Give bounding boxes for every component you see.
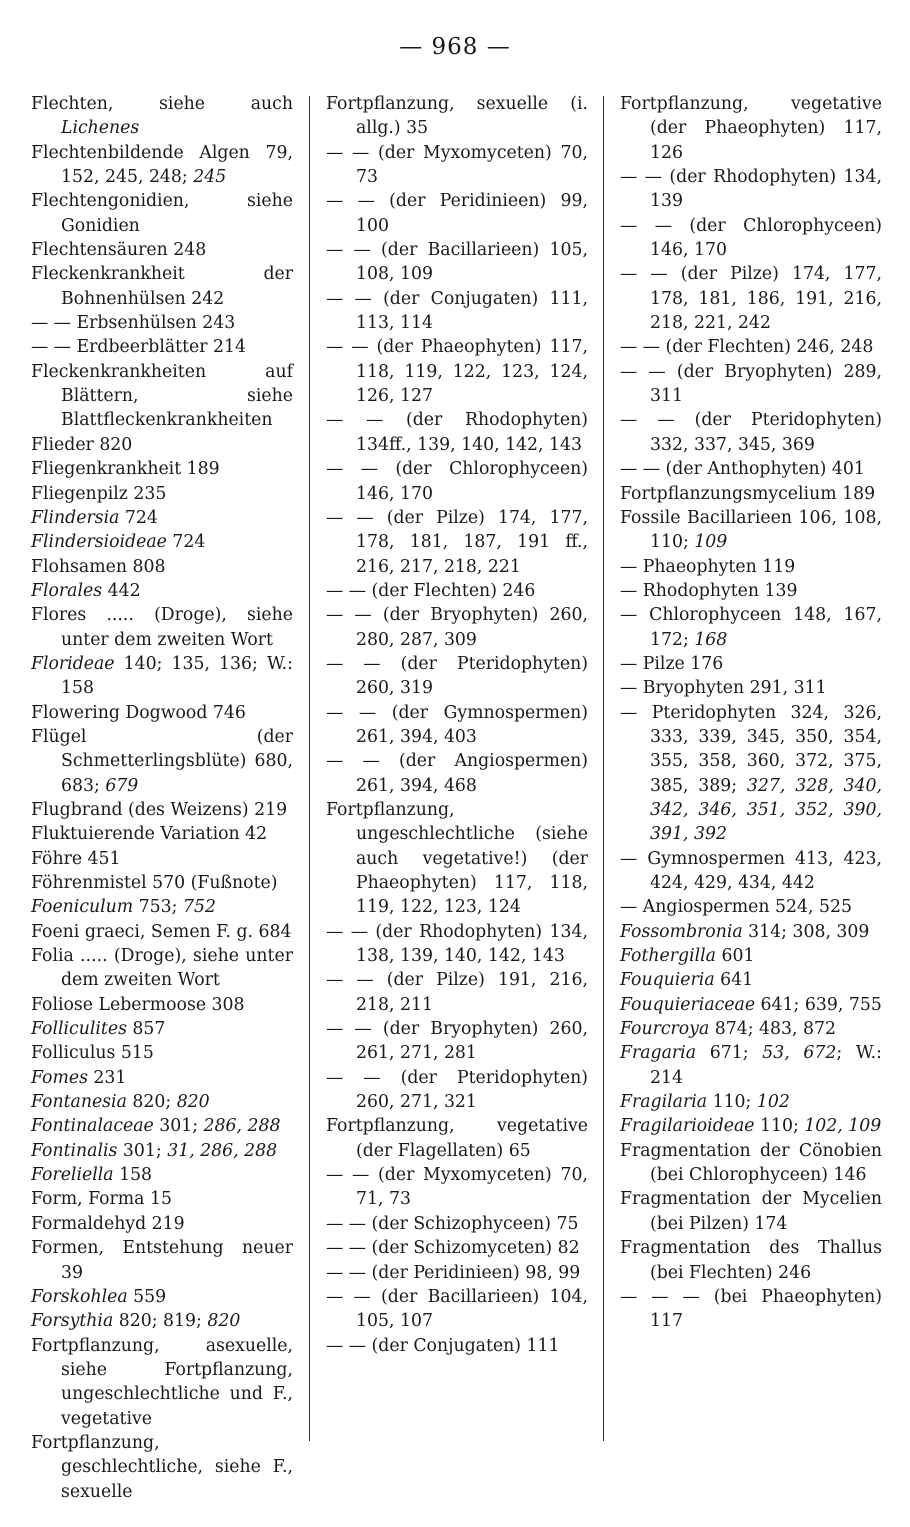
italic-text: Lichenes — [61, 118, 140, 139]
index-entry: Fortpflanzung, sexuelle (i. allg.) 35 — [326, 94, 588, 139]
italic-text: 245 — [193, 167, 227, 188]
index-entry: Fliegenpilz 235 — [31, 483, 167, 504]
index-entry: — — (der Rhodophyten) 134ff., 139, 140, 142, 143 — [326, 410, 588, 455]
index-entry: Flechtensäuren 248 — [31, 240, 207, 261]
index-entry: Fomes 231 — [31, 1067, 127, 1088]
column-rule-left — [309, 96, 310, 1441]
index-entry: Fouquieria 641 — [620, 970, 754, 991]
index-entry: — — (der Flechten) 246, 248 — [620, 337, 874, 358]
index-entry: Flindersioideae 724 — [31, 532, 206, 553]
index-entry: Foeniculum 753; 752 — [31, 897, 216, 918]
index-entry: Flohsamen 808 — [31, 556, 166, 577]
italic-text: Fomes — [31, 1067, 88, 1088]
italic-text: Fourcroya — [620, 1019, 710, 1040]
index-entry: — — (der Pteridophyten) 260, 271, 321 — [326, 1067, 588, 1113]
italic-text: 820 — [207, 1311, 241, 1332]
italic-text: Flindersia — [31, 507, 120, 528]
index-entry: — — (der Chlorophyceen) 146, 170 — [620, 215, 882, 261]
index-entry: Fragilaria 110; 102 — [620, 1092, 790, 1113]
index-entry: Fortpflanzung, vegetative (der Phaeophyten) 117, 126 — [620, 94, 882, 163]
index-column-2 — [326, 92, 588, 1358]
index-entry: Fontinalis 301; 31, 286, 288 — [31, 1140, 278, 1161]
index-entry: Forsythia 820; 819; 820 — [31, 1311, 241, 1332]
index-entry: Foeni graeci, Semen F. g. 684 — [31, 921, 292, 942]
italic-text: Foeniculum — [31, 897, 134, 918]
italic-text: Fouquieria — [620, 970, 715, 991]
index-entry: Fortpflanzung, vegetative (der Flagellaten) 65 — [326, 1116, 588, 1161]
index-entry: Flores ..... (Droge), siehe unter dem zweiten Wort — [31, 605, 293, 650]
index-entry: Folliculites 857 — [31, 1019, 166, 1040]
index-entry: — — (der Myxomyceten) 70, 73 — [326, 142, 588, 188]
index-entry: Fouquieriaceae 641; 639, 755 — [620, 994, 882, 1015]
index-entry: Fragaria 671; 53, 672; W.: 214 — [620, 1043, 882, 1088]
index-entry: Flindersia 724 — [31, 507, 158, 528]
index-entry: — Bryophyten 291, 311 — [620, 678, 827, 699]
index-entry: Fliegenkrankheit 189 — [31, 459, 220, 480]
italic-text: Fossombronia — [620, 921, 743, 942]
index-entry: Florales 442 — [31, 580, 141, 601]
index-entry: — — (der Bryophyten) 260, 280, 287, 309 — [326, 605, 588, 650]
index-entry: Föhre 451 — [31, 848, 121, 869]
index-entry: — — (der Myxomyceten) 70, 71, 73 — [326, 1165, 588, 1210]
index-entry: Foliose Lebermoose 308 — [31, 994, 245, 1015]
italic-text: Fouquieriaceae — [620, 994, 756, 1015]
index-entry: — — (der Gymnospermen) 261, 394, 403 — [326, 702, 588, 747]
italic-text: 102, 109 — [804, 1116, 882, 1137]
italic-text: 102 — [756, 1092, 790, 1113]
italic-text: Fragilaria — [620, 1092, 708, 1113]
index-entry: Formen, Entstehung neuer 39 — [31, 1238, 293, 1283]
index-entry: Fontanesia 820; 820 — [31, 1092, 210, 1113]
index-entry: — — (der Pilze) 191, 216, 218, 211 — [326, 970, 588, 1015]
index-entry: Fleckenkrankheiten auf Blättern, siehe Blattfleckenkrankheiten — [31, 361, 293, 431]
index-entry: — — (der Phaeophyten) 117, 118, 119, 122, 123, 124, 126, 127 — [326, 337, 588, 407]
index-entry: — — (der Bacillarieen) 104, 105, 107 — [326, 1286, 588, 1332]
index-entry: — Gymnospermen 413, 423, 424, 429, 434, 442 — [620, 848, 882, 893]
index-entry: Folliculus 515 — [31, 1043, 154, 1064]
index-entry: — — (der Conjugaten) 111, 113, 114 — [326, 288, 588, 334]
index-entry: Flechten, siehe auch Lichenes — [31, 94, 293, 139]
italic-text: Foreliella — [31, 1165, 114, 1186]
index-entry: Folia ..... (Droge), siehe unter dem zweiten Wort — [31, 946, 293, 991]
italic-text: 31, 286, 288 — [167, 1140, 278, 1161]
index-entry: — — (der Bryophyten) 260, 261, 271, 281 — [326, 1019, 588, 1064]
index-entry: Fossombronia 314; 308, 309 — [620, 921, 870, 942]
italic-text: 679 — [105, 775, 139, 796]
page-number: — 968 — — [399, 34, 511, 60]
index-entry: Fontinalaceae 301; 286, 288 — [31, 1116, 281, 1137]
index-entry: — — (der Bryophyten) 289, 311 — [620, 361, 882, 407]
index-entry: — Pilze 176 — [620, 653, 724, 674]
index-entry: — — Erbsenhülsen 243 — [31, 313, 236, 334]
index-entry: Flieder 820 — [31, 434, 133, 455]
index-entry: Fortpflanzung, geschlechtliche, siehe F., sexuelle — [31, 1432, 293, 1502]
index-entry: — — (der Flechten) 246 — [326, 580, 536, 601]
index-entry: Flechtengonidien, siehe Gonidien — [31, 191, 293, 236]
italic-text: Fontinalis — [31, 1140, 118, 1161]
index-entry: Fortpflanzung, asexuelle, siehe Fortpflanzung, ungeschlechtliche und F., vegetative — [31, 1335, 293, 1429]
italic-text: 109 — [694, 532, 728, 553]
index-entry: Flügel (der Schmetterlingsblüte) 680, 683; 679 — [31, 726, 293, 796]
italic-text: Folliculites — [31, 1019, 127, 1040]
index-entry: — Chlorophyceen 148, 167, 172; 168 — [620, 605, 882, 650]
italic-text: Fragaria — [620, 1043, 697, 1064]
index-entry: Fragmentation der Mycelien (bei Pilzen) 174 — [620, 1189, 882, 1234]
index-entry: Fleckenkrankheit der Bohnenhülsen 242 — [31, 264, 293, 309]
index-entry: Form, Forma 15 — [31, 1189, 172, 1210]
italic-text: Fothergilla — [620, 946, 716, 967]
index-entry: — — (der Bacillarieen) 105, 108, 109 — [326, 240, 588, 285]
index-entry: Fluktuierende Variation 42 — [31, 824, 268, 845]
index-entry: — — (der Chlorophyceen) 146, 170 — [326, 459, 588, 504]
index-entry: — — (der Pilze) 174, 177, 178, 181, 186, 191, 216, 218, 221, 242 — [620, 264, 882, 334]
italic-text: Forskohlea — [31, 1286, 128, 1307]
index-entry: — — (der Pilze) 174, 177, 178, 181, 187, 191 ff., 216, 217, 218, 221 — [326, 507, 588, 577]
index-entry: — — Erdbeerblätter 214 — [31, 337, 247, 358]
index-entry: — — (der Pteridophyten) 332, 337, 345, 369 — [620, 410, 882, 455]
index-entry: — Rhodophyten 139 — [620, 580, 798, 601]
index-entry: Fortpflanzung, ungeschlechtliche (siehe auch vegetative!) (der Phaeophyten) 117, 118, 119, 122, 123, 124 — [326, 799, 588, 918]
index-entry: — — (der Anthophyten) 401 — [620, 459, 865, 480]
index-entry: — — (der Pteridophyten) 260, 319 — [326, 653, 588, 699]
index-entry: Forskohlea 559 — [31, 1286, 167, 1307]
italic-text: Fragilarioideae — [620, 1116, 755, 1137]
italic-text: 327, 328, 340, 342, 346, 351, 352, 390, 391, 392 — [650, 775, 882, 845]
italic-text: 286, 288 — [203, 1116, 281, 1137]
index-entry: Fossile Bacillarieen 106, 108, 110; 109 — [620, 507, 882, 553]
index-entry: Flowering Dogwood 746 — [31, 702, 246, 723]
index-entry: — — (der Peridinieen) 99, 100 — [326, 191, 588, 236]
italic-text: Fontanesia — [31, 1092, 127, 1113]
index-entry: — — (der Schizomyceten) 82 — [326, 1238, 580, 1259]
index-column-1 — [31, 92, 293, 1504]
index-entry: — — (der Rhodophyten) 134, 139 — [620, 167, 882, 212]
index-entry: Foreliella 158 — [31, 1165, 153, 1186]
index-entry: — Angiospermen 524, 525 — [620, 897, 852, 918]
italic-text: 752 — [182, 897, 216, 918]
index-entry: — — — (bei Phaeophyten) 117 — [620, 1286, 882, 1332]
italic-text: Flindersioideae — [31, 532, 167, 553]
italic-text: Florideae — [31, 653, 115, 674]
index-entry: Fragmentation der Cönobien (bei Chlorophyceen) 146 — [620, 1140, 882, 1186]
index-entry: Fourcroya 874; 483, 872 — [620, 1019, 836, 1040]
index-entry: — — (der Peridinieen) 98, 99 — [326, 1262, 581, 1283]
column-rule-right — [603, 96, 604, 1441]
index-entry: — — (der Rhodophyten) 134, 138, 139, 140, 142, 143 — [326, 921, 588, 967]
italic-text: Forsythia — [31, 1311, 114, 1332]
index-entry: Formaldehyd 219 — [31, 1213, 185, 1234]
italic-text: 168 — [694, 629, 728, 650]
index-entry: Flugbrand (des Weizens) 219 — [31, 799, 288, 820]
index-entry: Flechtenbildende Algen 79, 152, 245, 248; 245 — [31, 142, 293, 188]
index-column-3 — [620, 92, 882, 1334]
index-entry: — — (der Conjugaten) 111 — [326, 1335, 560, 1356]
index-entry: — Pteridophyten 324, 326, 333, 339, 345, 350, 354, 355, 358, 360, 372, 375, 385, 389; 327, 328, 340, 342, 346, 351, 352, 390, 391, 392 — [620, 702, 882, 845]
index-entry: Fortpflanzungsmycelium 189 — [620, 483, 876, 504]
index-entry: Föhrenmistel 570 (Fußnote) — [31, 873, 278, 893]
index-entry: — Phaeophyten 119 — [620, 556, 796, 577]
index-entry: Fragmentation des Thallus (bei Flechten) 246 — [620, 1238, 882, 1283]
index-entry: Florideae 140; 135, 136; W.: 158 — [31, 653, 293, 699]
index-entry: Fragilarioideae 110; 102, 109 — [620, 1116, 882, 1137]
index-entry: — — (der Angiospermen) 261, 394, 468 — [326, 751, 588, 796]
italic-text: 820 — [176, 1092, 210, 1113]
italic-text: Fontinalaceae — [31, 1116, 154, 1137]
italic-text: Florales — [31, 580, 103, 601]
index-entry: — — (der Schizophyceen) 75 — [326, 1213, 579, 1234]
index-entry: Fothergilla 601 — [620, 946, 755, 967]
italic-text: 53, 672 — [762, 1043, 837, 1064]
